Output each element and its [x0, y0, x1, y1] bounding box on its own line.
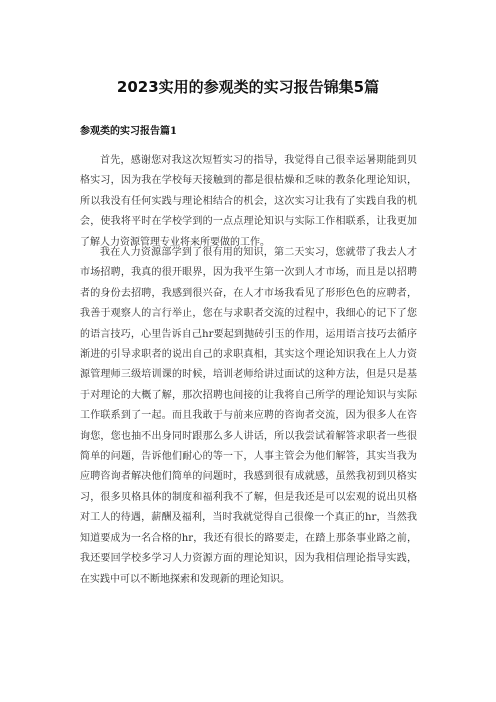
body-paragraph-2: 我在人力资源部学到了很有用的知识，第二天实习，您就带了我去人才市场招聘，我真的很开眼界，因为我平生第一次到人才市场，而且是以招聘者的身份去招聘，我感到很兴奋，在人才市场我看见了形形色色的应聘者，我善于观察人的言行举止，您在与求职者交流的过程中，我细心的记下了您的语言技巧，心里告诉自己hr要起到抛砖引玉的作用，运用语言技巧去循序渐进的引导求职者的说出自己的求职真相，其实这个理论知识我在上人力资源管理师三级培训课的时候，培训老师给讲过面试的这种方法，但是只是基于对理论的大概了解，那次招聘也间接的让我将自己所学的理论知识与实际工作联系到了一起。而且我敢于与前来应聘的咨询者交流，因为很多人在咨询您，您也抽不出身同时跟那么多人讲话，所以我尝试着解答求职者一些很简单的问题，告诉他们耐心的等一下，人事主管会为他们解答，其实当我为应聘咨询者解决他们简单的问题时，我感到很有成就感，虽然我初到贝格实习，很多贝格具体的制度和福利我不了解，但是我还是可以宏观的说出贝格对工人的待遇，薪酬及福利，当时我就觉得自己很像一个真正的hr，当然我知道要成为一名合格的hr，我还有很长的路要走，在踏上那条事业路之前，我还要回学校多学习人力资源方面的理论知识，因为我相信理论指导实践，在实践中可以不断地探索和发现新的理论知识。 — [80, 247, 417, 585]
section-heading: 参观类的实习报告篇1 — [80, 126, 177, 137]
body-paragraph-1: 首先，感谢您对我这次短暂实习的指导，我觉得自己很幸运暑期能到贝格实习，因为我在学校每天接触到的都是很枯燥和乏味的教条化理论知识，所以我没有任何实践与理论相结合的机会，这次实习让我有了实践自我的机会，使我将平时在学校学到的一点点理论知识与实际工作相联系，让我更加了解人力资源管理专业将来所要做的工作。 — [80, 155, 417, 248]
document-title: 2023实用的参观类的实习报告锦集5篇 — [116, 78, 380, 96]
